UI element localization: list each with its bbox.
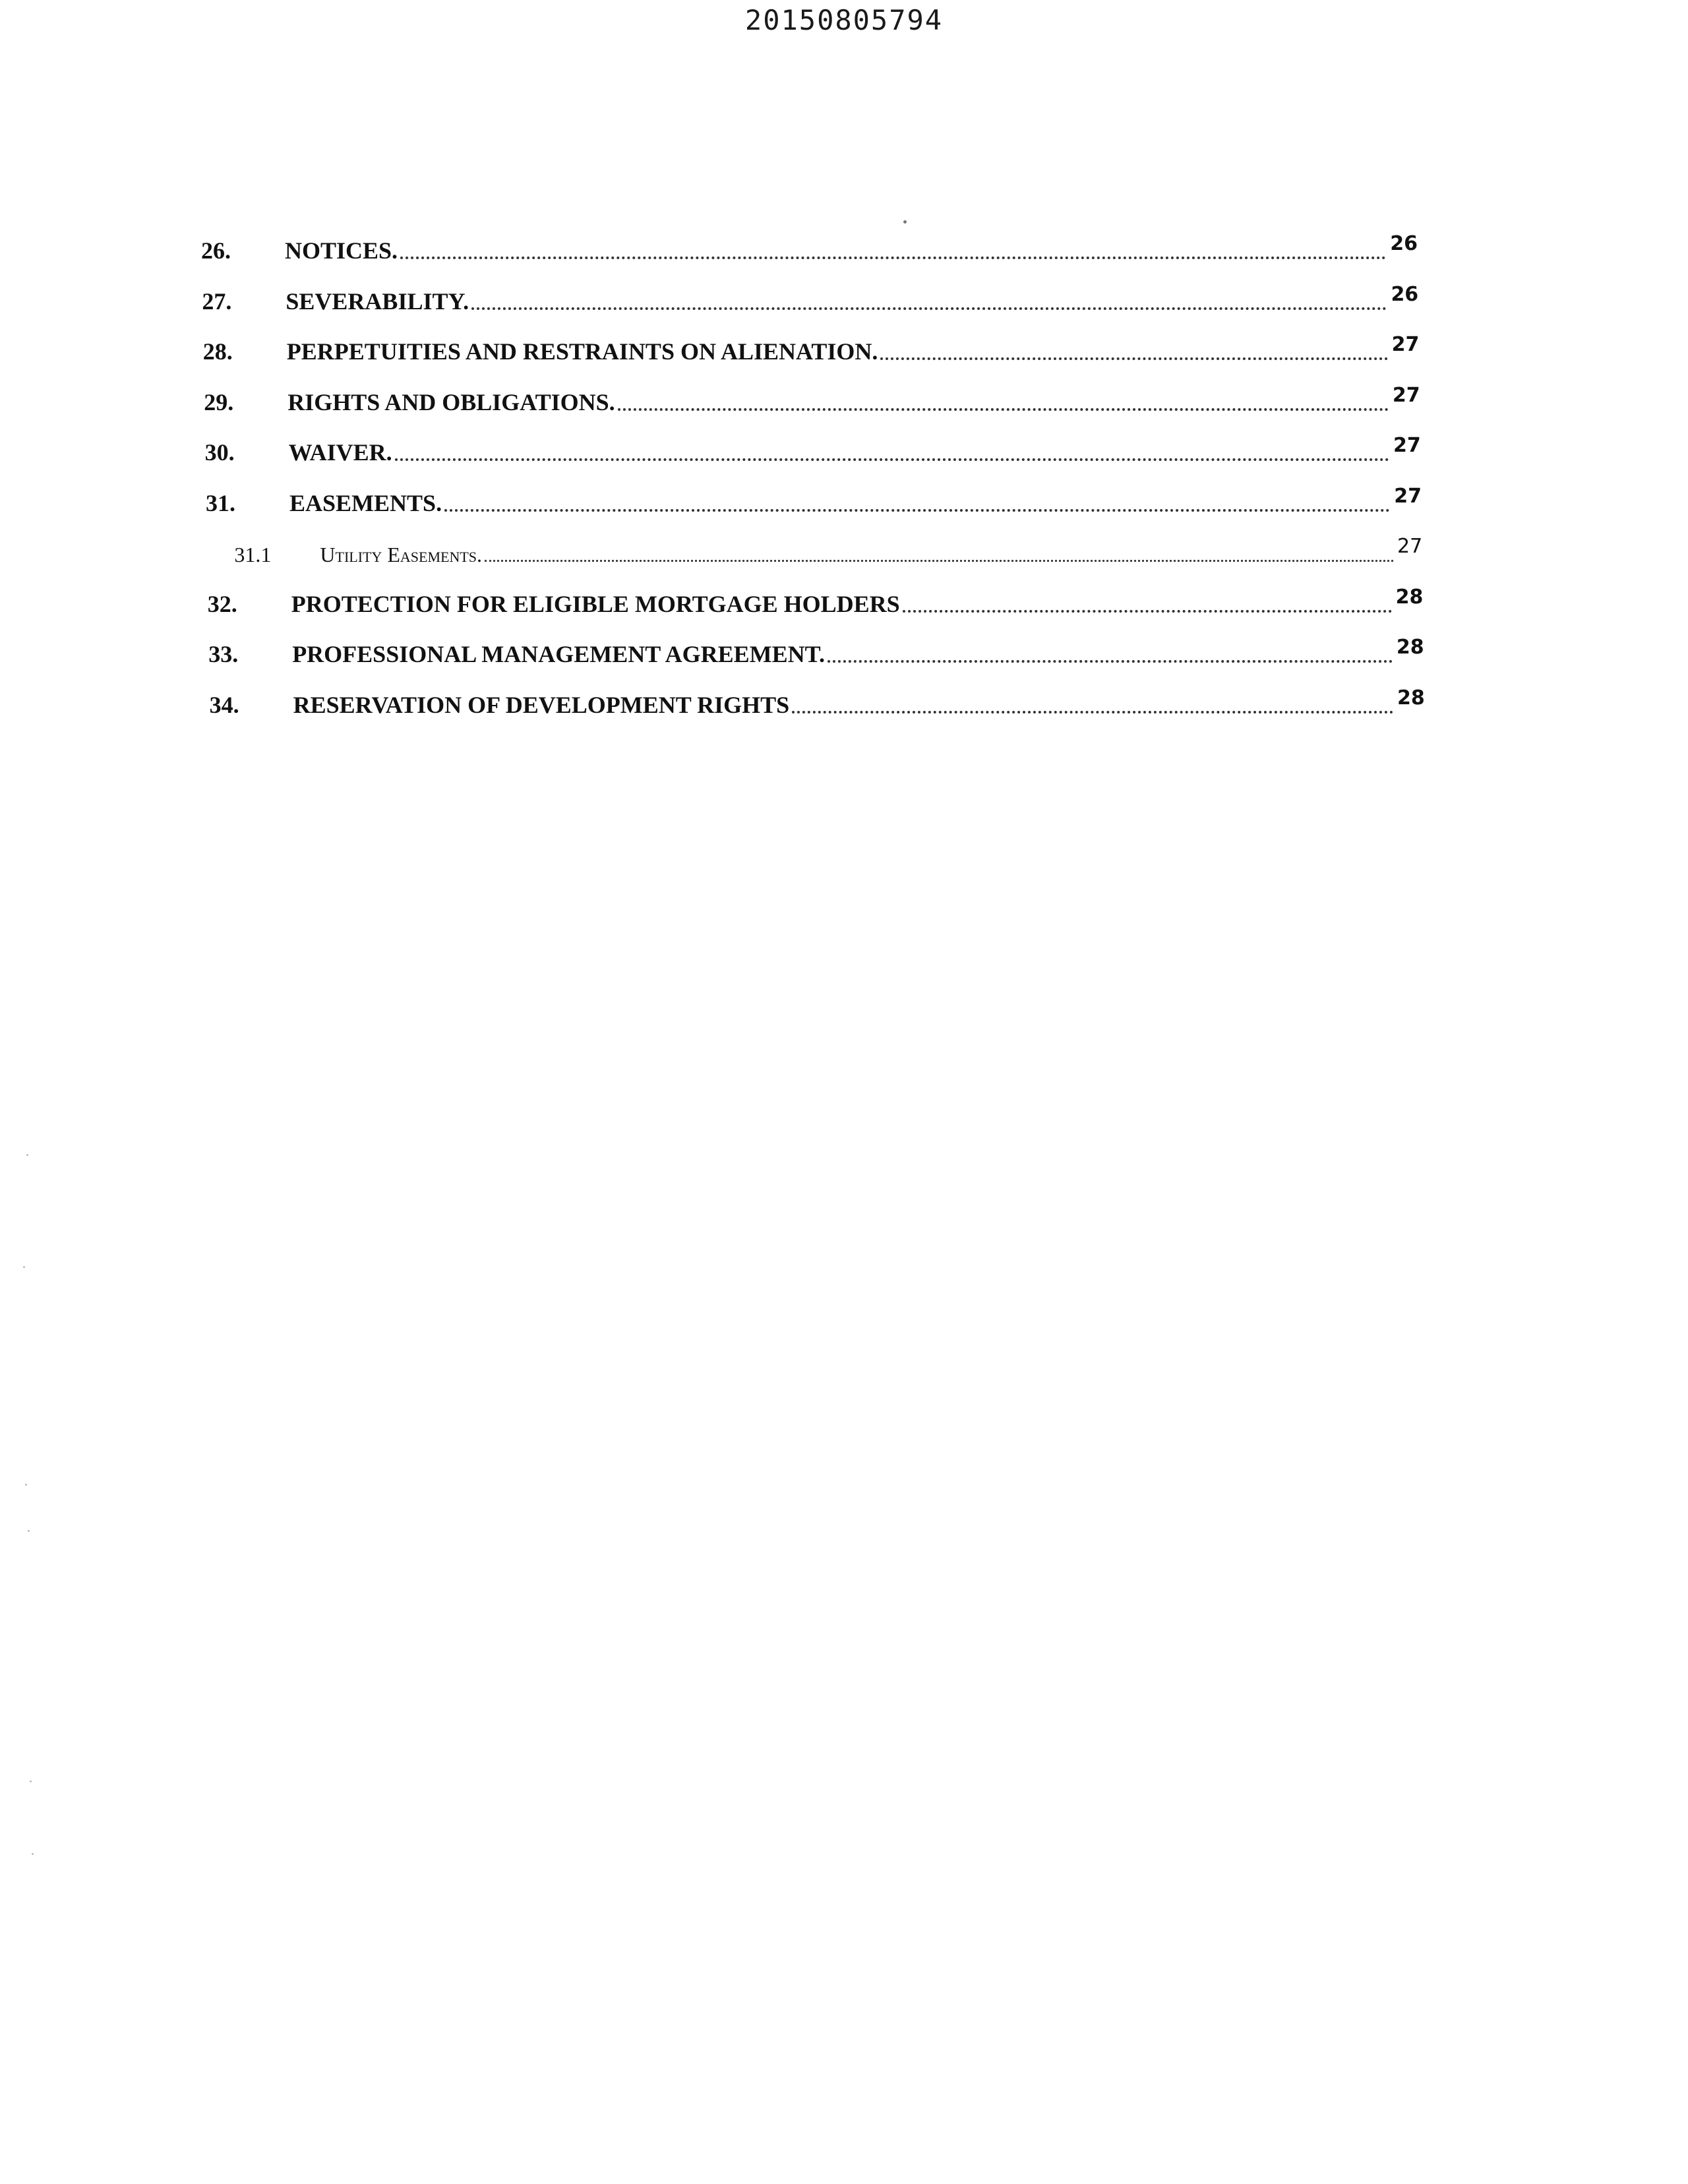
- toc-number: 34.: [209, 692, 239, 718]
- toc-entry-31-1[interactable]: [206, 530, 1422, 570]
- toc-entry-31[interactable]: [206, 480, 1422, 520]
- stray-mark: [903, 220, 907, 224]
- toc-leader-dots: [903, 610, 1392, 613]
- toc-leader-dots: [828, 660, 1393, 663]
- toc-page-number: 26: [1390, 232, 1418, 255]
- toc-page-number: 27: [1393, 434, 1421, 457]
- toc-leader-dots: [471, 307, 1387, 310]
- toc-number: 31.1: [234, 543, 272, 566]
- toc-entry-32[interactable]: [208, 581, 1424, 621]
- toc-leader-dots: [880, 357, 1387, 360]
- scan-speck: [25, 1484, 27, 1486]
- toc-title: PROTECTION FOR ELIGIBLE MORTGAGE HOLDERS: [291, 591, 900, 617]
- toc-number: 26.: [201, 237, 231, 264]
- table-of-contents: [0, 228, 1688, 755]
- toc-entry-26[interactable]: [201, 228, 1418, 267]
- toc-number: 30.: [204, 439, 235, 466]
- toc-page-number: 26: [1391, 283, 1419, 306]
- toc-entry-30[interactable]: [205, 429, 1421, 469]
- toc-title: NOTICES.: [285, 237, 398, 264]
- scan-speck: [28, 1530, 30, 1532]
- toc-entry-28[interactable]: [203, 328, 1420, 368]
- toc-leader-dots: [618, 408, 1389, 411]
- toc-title: Utility Easements.: [320, 543, 483, 566]
- toc-entry-33[interactable]: [208, 631, 1424, 671]
- toc-page-number: 27: [1391, 333, 1420, 356]
- scan-speck: [26, 1154, 28, 1156]
- toc-leader-dots: [395, 458, 1389, 461]
- toc-number: 31.: [206, 490, 235, 516]
- toc-entry-34[interactable]: [210, 682, 1425, 721]
- toc-title: WAIVER.: [288, 439, 392, 466]
- toc-title: PROFESSIONAL MANAGEMENT AGREEMENT.: [292, 641, 825, 667]
- toc-number: 28.: [202, 338, 233, 365]
- toc-page-number: 27: [1394, 485, 1422, 508]
- toc-leader-dots: [792, 711, 1393, 713]
- toc-page-number: 28: [1396, 636, 1424, 659]
- toc-page-number: 28: [1395, 586, 1424, 609]
- toc-number: 32.: [207, 591, 237, 617]
- toc-title: RIGHTS AND OBLIGATIONS.: [287, 389, 615, 415]
- toc-title: EASEMENTS.: [289, 490, 442, 516]
- scan-speck: [30, 1780, 32, 1782]
- toc-entry-29[interactable]: [204, 379, 1420, 419]
- toc-page-number: 27: [1392, 384, 1420, 407]
- document-number: 20150805794: [744, 4, 944, 36]
- scan-speck: [32, 1853, 34, 1855]
- toc-leader-dots: [485, 560, 1393, 562]
- toc-page-number: 27: [1397, 535, 1423, 558]
- toc-entry-27[interactable]: [202, 278, 1418, 318]
- toc-leader-dots: [444, 509, 1390, 512]
- toc-title: RESERVATION OF DEVELOPMENT RIGHTS: [293, 692, 790, 718]
- toc-title: SEVERABILITY.: [286, 288, 469, 315]
- toc-title: PERPETUITIES AND RESTRAINTS ON ALIENATION.: [286, 338, 878, 365]
- scan-speck: [23, 1266, 25, 1268]
- toc-leader-dots: [400, 257, 1386, 259]
- toc-page-number: 28: [1397, 686, 1425, 710]
- toc-number: 33.: [208, 641, 239, 667]
- toc-number: 29.: [204, 389, 234, 415]
- toc-number: 27.: [202, 288, 232, 315]
